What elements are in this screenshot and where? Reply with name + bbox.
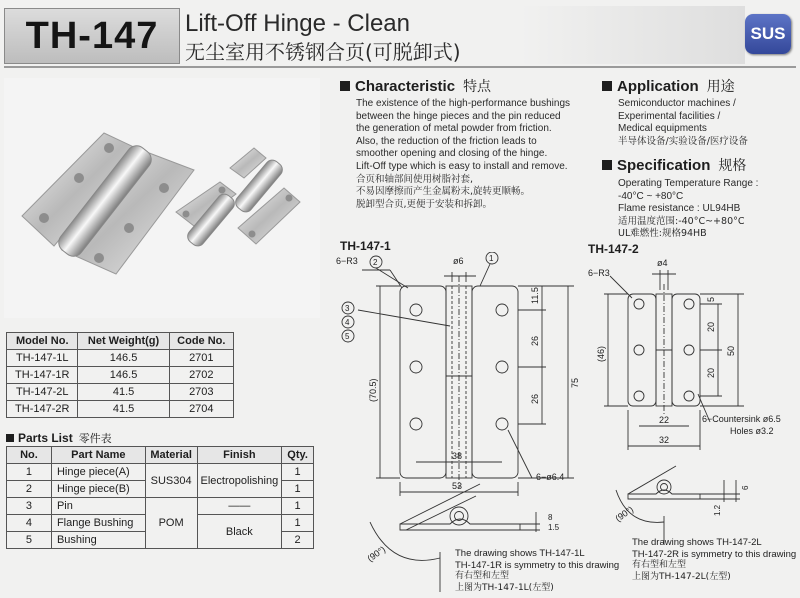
characteristic-text: The existence of the high-performance bushings between the hinge pieces and the pin reduced the generation of metal powder from friction. Also, the reduction of the friction leads to smoother opening and closing of the hinge. Lift-Off type which is easy to install and remove. 合页和轴部间使用树脂衬套, 不易因摩擦而产生金属粉末,旋转更顺畅。 脱卸型合页,更便于安装和拆卸。 bbox=[356, 98, 571, 210]
dim-mid2: 20 bbox=[706, 367, 716, 378]
material-cell: POM bbox=[145, 498, 197, 549]
dim-thickness: 1.5 bbox=[548, 523, 560, 532]
drawing1-caption: The drawing shows TH-147-1L TH-147-1R is symmetry to this drawing 有右型和左型 上图为TH-147-1L(左型) bbox=[455, 548, 620, 593]
dim-pin: ø6 bbox=[453, 256, 464, 266]
col-qty: Qty. bbox=[282, 447, 314, 464]
product-title-en: Lift-Off Hinge - Clean bbox=[185, 10, 410, 37]
finish-cell: Electropolishing bbox=[197, 464, 282, 498]
bullet-square-icon bbox=[602, 81, 612, 91]
dim-inner-width: 22 bbox=[659, 415, 670, 425]
drawing2-technical bbox=[588, 254, 796, 544]
dim-countersink: 6−Countersink ø6.5 bbox=[702, 414, 781, 424]
dim-angle: (90°) bbox=[365, 544, 388, 564]
specification-title: Specification 规格 bbox=[602, 155, 746, 175]
col-material: Material bbox=[145, 447, 197, 464]
finish-cell: Black bbox=[197, 515, 282, 549]
material-badge: SUS bbox=[745, 14, 791, 54]
col-finish: Finish bbox=[197, 447, 282, 464]
callout-4: 4 bbox=[345, 318, 350, 327]
dim-mid1: 26 bbox=[530, 335, 540, 346]
dim-top: 5 bbox=[706, 296, 716, 302]
dim-knuckle: 8 bbox=[548, 513, 553, 522]
hinge-plate-b bbox=[472, 286, 518, 478]
product-title-cn: 无尘室用不锈钢合页(可脱卸式) bbox=[185, 40, 461, 64]
dim-mid1: 20 bbox=[706, 321, 716, 332]
table-row: 1 Hinge piece(A) SUS304 Electropolishing 1 bbox=[7, 464, 314, 481]
dim-radius: 6−R3 bbox=[336, 256, 358, 266]
model-cell: TH-147-2L bbox=[7, 384, 78, 401]
dim-ref-height: (46) bbox=[596, 345, 606, 362]
model-cell: TH-147-1L bbox=[7, 350, 78, 367]
dim-outer-width: 32 bbox=[659, 435, 670, 445]
hinge-plate-a bbox=[400, 286, 446, 478]
weight-cell: 146.5 bbox=[78, 367, 169, 384]
table-row: 4 Flange Bushing Black 1 bbox=[7, 515, 314, 532]
dim-angle: (90°) bbox=[613, 504, 636, 524]
dim-total-height: 50 bbox=[726, 345, 736, 356]
dim-top: 11.5 bbox=[530, 287, 540, 304]
weight-cell: 41.5 bbox=[78, 401, 169, 418]
code-cell: 2704 bbox=[169, 401, 233, 418]
table-row bbox=[7, 401, 234, 418]
callout-2: 2 bbox=[373, 258, 378, 267]
bullet-square-icon bbox=[602, 160, 612, 170]
col-no: No. bbox=[7, 447, 52, 464]
bullet-square-icon bbox=[6, 434, 14, 442]
small-hinge-photo bbox=[176, 148, 300, 249]
table-row: 5 Bushing 2 bbox=[7, 532, 314, 549]
code-cell: 2701 bbox=[169, 350, 233, 367]
specification-text: Operating Temperature Range : -40°C ~ +80°C Flame resistance : UL94HB 适用温度范围:-40°C~+80°C UL难燃性:规格94HB bbox=[618, 178, 759, 240]
col-model-no: Model No. bbox=[7, 333, 78, 350]
table-row bbox=[7, 350, 234, 367]
col-net-weight: Net Weight(g) bbox=[78, 333, 169, 350]
dim-holes: 6−ø6.4 bbox=[536, 472, 565, 482]
application-title: Application 用途 bbox=[602, 76, 735, 96]
drawing1-technical bbox=[330, 252, 600, 592]
table-row bbox=[7, 367, 234, 384]
product-photo bbox=[4, 78, 320, 318]
dim-mid2: 26 bbox=[530, 393, 540, 404]
model-number: TH-147 bbox=[25, 14, 159, 57]
weight-cell: 146.5 bbox=[78, 350, 169, 367]
table-row: 3 Pin POM —— 1 bbox=[7, 498, 314, 515]
dim-thickness: 1.2 bbox=[713, 504, 722, 516]
col-code-no: Code No. bbox=[169, 333, 233, 350]
callout-5: 5 bbox=[345, 332, 350, 341]
hinge-photo-illustration bbox=[4, 78, 320, 318]
dim-outer-width: 53 bbox=[452, 481, 463, 491]
callout-3: 3 bbox=[345, 304, 350, 313]
hinge-plate-a bbox=[628, 294, 656, 406]
dim-radius: 6−R3 bbox=[588, 268, 610, 278]
drawing2-label: TH-147-2 bbox=[588, 242, 639, 256]
code-cell: 2703 bbox=[169, 384, 233, 401]
col-part-name: Part Name bbox=[51, 447, 145, 464]
dim-knuckle: 6 bbox=[741, 485, 750, 490]
material-cell: SUS304 bbox=[145, 464, 197, 498]
application-text: Semiconductor machines / Experimental facilities / Medical equipments 半导体设备/实验设备/医疗设备 bbox=[618, 98, 748, 147]
model-weight-table bbox=[6, 332, 234, 418]
characteristic-title: Characteristic 特点 bbox=[340, 76, 491, 96]
dim-inner-width: 38 bbox=[452, 451, 463, 461]
dim-holes: Holes ø3.2 bbox=[730, 426, 774, 436]
callout-1: 1 bbox=[489, 254, 494, 263]
weight-cell: 41.5 bbox=[78, 384, 169, 401]
large-hinge-photo bbox=[22, 133, 194, 274]
model-number-box bbox=[4, 8, 180, 64]
bullet-square-icon bbox=[340, 81, 350, 91]
drawing2-caption: The drawing shows TH-147-2L TH-147-2R is symmetry to this drawing 有右型和左型 上图为TH-147-2L(左型) bbox=[632, 537, 797, 582]
model-cell: TH-147-1R bbox=[7, 367, 78, 384]
parts-list-table bbox=[6, 446, 314, 549]
header-band bbox=[520, 6, 745, 64]
dim-ref-height: (70.5) bbox=[368, 378, 378, 402]
header-divider bbox=[4, 66, 796, 68]
model-cell: TH-147-2R bbox=[7, 401, 78, 418]
dim-pin: ø4 bbox=[657, 258, 668, 268]
code-cell: 2702 bbox=[169, 367, 233, 384]
finish-cell: —— bbox=[197, 498, 282, 515]
parts-list-title: Parts List 零件表 bbox=[6, 430, 112, 446]
dim-total-height: 75 bbox=[570, 377, 580, 388]
table-row bbox=[7, 384, 234, 401]
drawing1-label: TH-147-1 bbox=[340, 239, 391, 253]
table-row: 2 Hinge piece(B) 1 bbox=[7, 481, 314, 498]
hinge-plate-b bbox=[672, 294, 700, 406]
